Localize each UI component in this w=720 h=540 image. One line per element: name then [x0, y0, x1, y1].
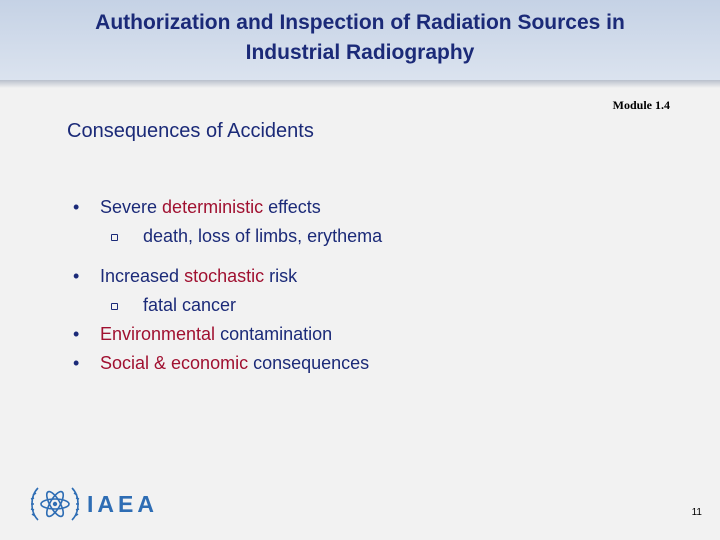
sub-bullet-item	[73, 222, 673, 251]
iaea-logo-text: IAEA	[87, 491, 158, 517]
bullet-text: contamination	[215, 324, 333, 344]
hollow-square-icon	[111, 234, 118, 241]
bullet-item	[73, 320, 673, 349]
bullet-text: Increased	[100, 266, 185, 286]
bullet-text: risk	[264, 266, 298, 286]
bullet-item	[73, 349, 673, 378]
module-label: Module 1.4	[612, 98, 670, 112]
bullet-icon: •	[73, 266, 80, 286]
hollow-square-icon	[111, 303, 118, 310]
sub-bullet-item	[73, 291, 673, 320]
sub-bullet-text: fatal cancer	[143, 295, 237, 315]
sub-bullet-text: death, loss of limbs, erythema	[143, 226, 383, 246]
bullet-text: Severe	[100, 197, 163, 217]
bullet-item	[73, 262, 673, 291]
bullet-icon: •	[73, 197, 80, 217]
slide-title: Consequences of Accidents	[67, 120, 314, 142]
header-title-line-1: Authorization and Inspection of Radiation Sources in	[95, 11, 625, 34]
page-number: 11	[691, 507, 702, 518]
bullet-item	[73, 193, 673, 222]
bullet-text: effects	[263, 197, 321, 217]
bullet-icon: •	[73, 324, 80, 344]
bullet-highlight: deterministic	[162, 197, 264, 217]
header-title-line-2: Industrial Radiography	[245, 41, 475, 64]
iaea-atom-logo-icon	[28, 480, 82, 530]
bullet-highlight: Environmental	[100, 324, 216, 344]
bullet-text: consequences	[248, 353, 370, 373]
bullet-icon: •	[73, 353, 80, 373]
bullet-list	[73, 193, 673, 378]
slide-header	[0, 0, 720, 80]
header-shadow	[0, 80, 720, 88]
bullet-highlight: stochastic	[184, 266, 265, 286]
bullet-highlight: Social & economic	[100, 353, 249, 373]
